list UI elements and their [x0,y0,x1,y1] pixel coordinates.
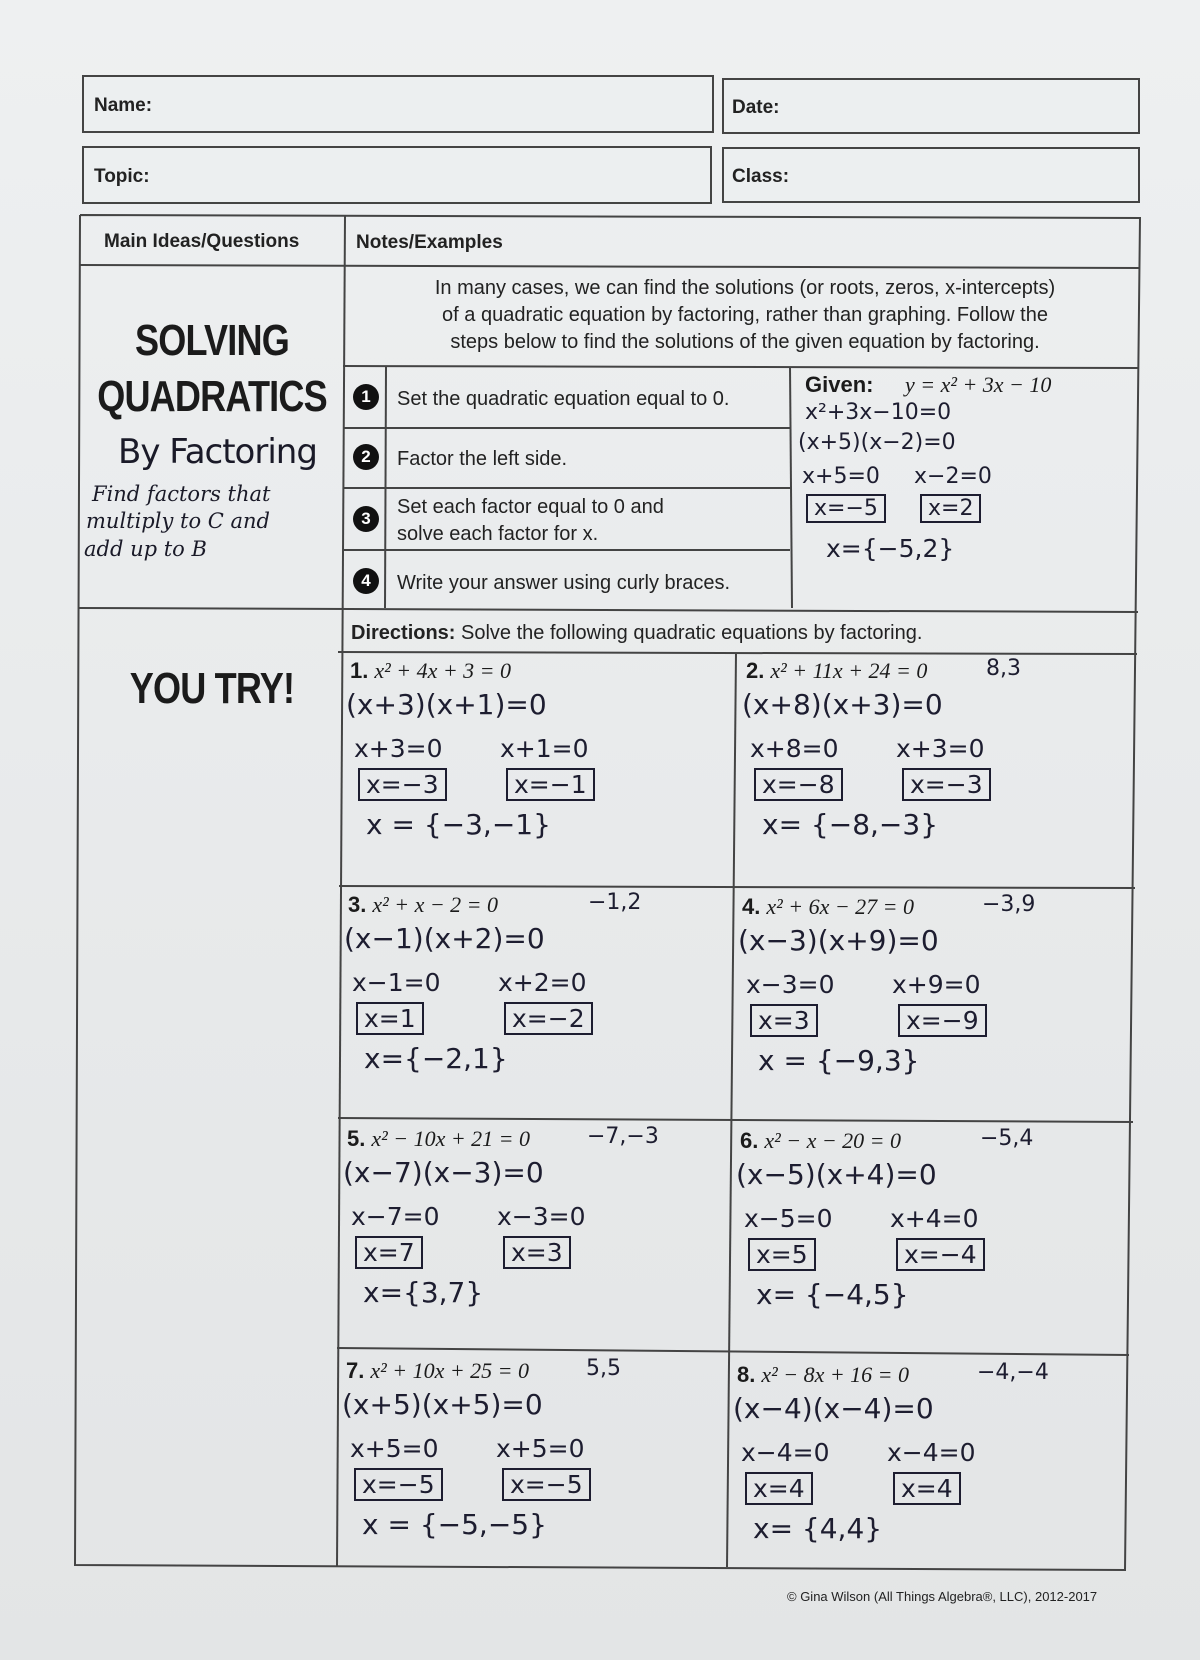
problem-1-factored-form: (x+3)(x+1)=0 [346,688,547,721]
problem-2-factor-pair: 8,3 [986,656,1021,681]
problem-3-number: 3. [348,892,367,917]
problem-6-factored-form: (x−5)(x+4)=0 [736,1158,937,1191]
problem-8-zero-factor-1: x−4=0 [741,1438,830,1467]
handwritten-tip-line2: multiply to C and [86,509,270,533]
problem-5-equation-text: x² − 10x + 21 = 0 [371,1126,531,1151]
problem-3-equation-text: x² + x − 2 = 0 [372,892,499,917]
problem-1-answer-2: x=−1 [506,768,595,801]
problem-8-zero-factor-2: x−4=0 [887,1438,976,1467]
problem-5-solution-set: x={3,7} [363,1276,484,1309]
problem-4-equation-text: x² + 6x − 27 = 0 [766,894,915,919]
step-2-badge: 2 [353,444,379,470]
problem-6-answer-2: x=−4 [896,1238,985,1271]
example-step1: x²+3x−10=0 [805,400,952,425]
step-1-badge: 1 [353,384,379,410]
problem-5-answer-2: x=3 [503,1236,571,1269]
section-title-solving: SOLVING [135,316,289,365]
problem-1-equation-text: x² + 4x + 3 = 0 [374,658,512,683]
problem-4-factor-pair: −3,9 [982,892,1036,917]
problem-1-solution-set: x = {−3,−1} [366,808,551,841]
problem-8-answer-2: x=4 [893,1472,961,1505]
problem-2-answer-2: x=−3 [902,768,991,801]
problem-3-solution-set: x={−2,1} [364,1042,508,1075]
problem-4-solution-set: x = {−9,3} [758,1044,920,1077]
directions-label: Directions: [351,622,456,644]
step-3-text-line2: solve each factor for x. [397,523,599,545]
problem-6-equation-text: x² − x − 20 = 0 [764,1128,902,1153]
directions [351,620,922,646]
problem-6-number: 6. [740,1128,759,1153]
step-2-text: Factor the left side. [397,448,568,470]
you-try-label: YOU TRY! [129,664,295,713]
problem-5-factor-pair: −7,−3 [587,1124,659,1149]
problem-2-solution-set: x= {−8,−3} [762,808,939,841]
handwritten-tip-line1: Find factors that [92,482,271,506]
problem-4-answer-2: x=−9 [898,1004,987,1037]
topic-label: Topic: [94,166,150,187]
problem-7-answer-2: x=−5 [502,1468,591,1501]
problem-4-zero-factor-1: x−3=0 [746,970,835,999]
intro-line-3: steps below to find the solutions of the given equation by factoring. [450,331,1040,353]
problem-1-zero-factor-1: x+3=0 [354,734,443,763]
problem-4-equation [742,894,914,920]
problem-5-factored-form: (x−7)(x−3)=0 [343,1156,544,1189]
problem-7-equation [346,1358,529,1384]
copyright-footer: © Gina Wilson (All Things Algebra®, LLC), 2012-2017 [787,1589,1098,1604]
problem-3-zero-factor-2: x+2=0 [498,968,587,997]
problem-2-number: 2. [746,658,765,683]
problem-2-answer-1: x=−8 [754,768,843,801]
problem-2-factored-form: (x+8)(x+3)=0 [742,688,943,721]
column-header-main-ideas: Main Ideas/Questions [104,231,300,252]
problem-4-zero-factor-2: x+9=0 [892,970,981,999]
problem-8-factor-pair: −4,−4 [977,1360,1049,1385]
problem-7-answer-1: x=−5 [354,1468,443,1501]
name-label: Name: [94,95,153,116]
problem-3-factor-pair: −1,2 [588,890,642,915]
intro-line-2: of a quadratic equation by factoring, rather than graphing. Follow the [442,304,1048,326]
problem-8-factored-form: (x−4)(x−4)=0 [733,1392,934,1425]
problem-7-factor-pair: 5,5 [586,1356,621,1381]
problem-3-answer-1: x=1 [356,1002,424,1035]
step-3-badge: 3 [353,506,379,532]
problem-8-number: 8. [737,1362,756,1387]
example-given-equation: y = x² + 3x − 10 [904,372,1052,397]
problem-4-answer-1: x=3 [750,1004,818,1037]
intro-line-1: In many cases, we can find the solutions (or roots, zeros, x-intercepts) [434,277,1056,299]
handwritten-tip-line3: add up to B [84,537,207,561]
step-4-text: Write your answer using curly braces. [397,572,731,594]
problem-3-factored-form: (x−1)(x+2)=0 [344,922,545,955]
problem-6-factor-pair: −5,4 [980,1126,1034,1151]
example-answer-a: x=−5 [806,494,886,523]
problem-5-zero-factor-1: x−7=0 [351,1202,440,1231]
problem-8-equation [737,1362,909,1388]
problem-2-equation-text: x² + 11x + 24 = 0 [770,658,928,683]
problem-7-zero-factor-2: x+5=0 [496,1434,585,1463]
problem-1-answer-1: x=−3 [358,768,447,801]
date-label: Date: [732,97,780,118]
problem-5-zero-factor-2: x−3=0 [497,1202,586,1231]
directions-text: Solve the following quadratic equations by factoring. [455,622,923,644]
problem-7-factored-form: (x+5)(x+5)=0 [342,1388,543,1421]
step-1-text: Set the quadratic equation equal to 0. [397,388,730,410]
problem-4-factored-form: (x−3)(x+9)=0 [738,924,939,957]
problem-5-equation [347,1126,530,1152]
problem-6-equation [740,1128,901,1154]
example-given [805,372,1051,398]
problem-6-answer-1: x=5 [748,1238,816,1271]
intro-paragraph [352,275,1138,356]
problem-7-zero-factor-1: x+5=0 [350,1434,439,1463]
problem-4-number: 4. [742,894,761,919]
example-given-label: Given: [805,372,874,397]
example-answer-b: x=2 [920,494,981,523]
problem-3-answer-2: x=−2 [504,1002,593,1035]
section-title-by-factoring: By Factoring [118,432,317,472]
problem-3-equation [348,892,498,918]
step-3-text-line1: Set each factor equal to 0 and [397,496,664,518]
example-final-answer: x={−5,2} [826,534,955,563]
problem-6-zero-factor-2: x+4=0 [890,1204,979,1233]
problem-7-solution-set: x = {−5,−5} [362,1508,547,1541]
problem-6-zero-factor-1: x−5=0 [744,1204,833,1233]
problem-3-zero-factor-1: x−1=0 [352,968,441,997]
problem-1-zero-factor-2: x+1=0 [500,734,589,763]
problem-5-number: 5. [347,1126,366,1151]
problem-5-answer-1: x=7 [355,1236,423,1269]
problem-2-zero-factor-1: x+8=0 [750,734,839,763]
step-4-badge: 4 [353,568,379,594]
problem-8-solution-set: x= {4,4} [753,1512,883,1545]
problem-8-answer-1: x=4 [745,1472,813,1505]
problem-2-equation [746,658,927,684]
example-step3b: x−2=0 [914,464,992,489]
problem-2-zero-factor-2: x+3=0 [896,734,985,763]
section-title-quadratics: QUADRATICS [97,372,327,421]
example-step2: (x+5)(x−2)=0 [798,430,956,455]
problem-7-number: 7. [346,1358,365,1383]
problem-8-equation-text: x² − 8x + 16 = 0 [761,1362,910,1387]
problem-1-equation [350,658,511,684]
class-label: Class: [732,166,790,187]
column-header-notes: Notes/Examples [356,232,503,253]
example-step3a: x+5=0 [802,464,880,489]
problem-7-equation-text: x² + 10x + 25 = 0 [370,1358,530,1383]
problem-1-number: 1. [350,658,369,683]
problem-6-solution-set: x= {−4,5} [756,1278,909,1311]
